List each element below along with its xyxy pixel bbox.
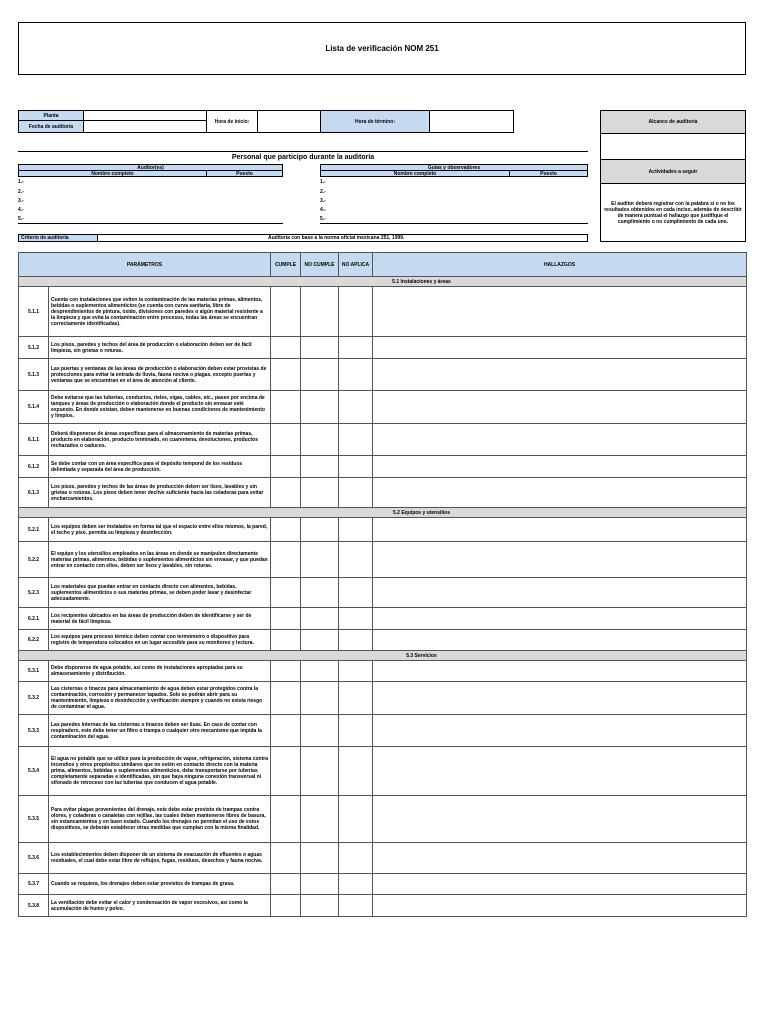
- no-cumple-cell[interactable]: [301, 874, 339, 895]
- row-parameter: Para evitar plagas provenientes del drenaje, este debe estar provisto de trampas contra olores, y coladeras o canaletas con rejillas, las cuales deben mantenerse libres de basura, sin estancamientos y en buen estado. Cuando los drenajes no permitan el uso de estos dispositivos, se deberán establecer otras medidas que cumplan con la misma finalidad.: [49, 796, 271, 843]
- cumple-cell[interactable]: [271, 542, 301, 578]
- hallazgos-cell[interactable]: [373, 391, 747, 424]
- header-no-aplica: NO APLICA: [339, 253, 373, 277]
- hallazgos-cell[interactable]: [373, 578, 747, 608]
- personal-title: Personal que participo durante la auditoría: [18, 151, 588, 160]
- guia-row-line: [320, 223, 588, 224]
- hallazgos-cell[interactable]: [373, 796, 747, 843]
- no-cumple-cell[interactable]: [301, 456, 339, 478]
- no-aplica-cell[interactable]: [339, 456, 373, 478]
- no-cumple-cell[interactable]: [301, 518, 339, 542]
- cumple-cell[interactable]: [271, 874, 301, 895]
- no-aplica-cell[interactable]: [339, 287, 373, 337]
- row-number: 5.3.2: [19, 682, 49, 715]
- hallazgos-cell[interactable]: [373, 424, 747, 456]
- no-aplica-cell[interactable]: [339, 796, 373, 843]
- no-aplica-cell[interactable]: [339, 359, 373, 391]
- guia-row: 4.-: [320, 207, 326, 213]
- hallazgos-cell[interactable]: [373, 661, 747, 682]
- table-row: [19, 682, 747, 715]
- table-row: [19, 456, 747, 478]
- header-hallazgos: HALLAZGOS: [373, 253, 747, 277]
- no-aplica-cell[interactable]: [339, 337, 373, 359]
- table-row: [19, 542, 747, 578]
- row-parameter: Los establecimientos deben disponer de un sistema de evacuación de efluentes o aguas residuales, el cual debe estar libre de reflujos, fugas, residuos, desechos y fauna nociva.: [49, 843, 271, 874]
- table-row: [19, 608, 747, 630]
- no-aplica-cell[interactable]: [339, 578, 373, 608]
- row-number: 5.2.2: [19, 542, 49, 578]
- row-parameter: Las cisternas o tinacos para almacenamiento de agua deben estar protegidos contra la contaminación, corrosión y permanecer tapados. Solo se podrán abrir para su mantenimiento, limpieza o desinfección y verificación siempre y cuando no exista riesgo de contaminar el agua.: [49, 682, 271, 715]
- table-row: [19, 518, 747, 542]
- no-cumple-cell[interactable]: [301, 287, 339, 337]
- cumple-cell[interactable]: [271, 661, 301, 682]
- section-row: [19, 651, 747, 661]
- cumple-cell[interactable]: [271, 478, 301, 508]
- row-number: 5.3.3: [19, 715, 49, 747]
- cumple-cell[interactable]: [271, 608, 301, 630]
- row-parameter: Deberá disponerse de áreas específicas para el almacenamiento de materias primas, producto en elaboración, producto terminado, en cuarentena, devoluciones, productos rechazados o caducos.: [49, 424, 271, 456]
- row-number: 6.1.2: [19, 456, 49, 478]
- no-cumple-cell[interactable]: [301, 895, 339, 917]
- no-cumple-cell[interactable]: [301, 843, 339, 874]
- cumple-cell[interactable]: [271, 578, 301, 608]
- row-number: 6.1.1: [19, 424, 49, 456]
- hallazgos-cell[interactable]: [373, 843, 747, 874]
- table-row: [19, 747, 747, 796]
- row-number: 5.1.1: [19, 287, 49, 337]
- actividades-label: Actividades a seguir: [600, 159, 746, 184]
- auditor-row-line: [18, 223, 283, 224]
- no-cumple-cell[interactable]: [301, 661, 339, 682]
- hora-inicio-field[interactable]: [257, 110, 321, 133]
- no-cumple-cell[interactable]: [301, 391, 339, 424]
- table-row: [19, 578, 747, 608]
- hallazgos-cell[interactable]: [373, 478, 747, 508]
- table-row: [19, 391, 747, 424]
- section-title: 5.3 Servicios: [19, 651, 747, 661]
- row-parameter: El equipo y los utensilios empleados en las áreas en donde se manipulen directamente materias primas, alimentos, bebidas o suplementos alimenticios sin envasar, y que puedan entrar en contacto con ellos, deben ser lisos y lavables, sin roturas.: [49, 542, 271, 578]
- hallazgos-cell[interactable]: [373, 542, 747, 578]
- row-parameter: Las puertas y ventanas de las áreas de producción o elaboración deben estar provistas de protecciones para evitar la entrada de lluvia, fauna nociva o plagas, excepto puertas y ventanas que se encuentran en el área de atención al cliente.: [49, 359, 271, 391]
- no-cumple-cell[interactable]: [301, 359, 339, 391]
- row-parameter: Los materiales que puedan entrar en contacto directo con alimentos, bebidas, suplementos alimenticios o sus materias primas, se deben poder lavar y desinfectar adecuadamente.: [49, 578, 271, 608]
- section-title: 5.2 Equipos y utensilios: [19, 508, 747, 518]
- table-row: [19, 895, 747, 917]
- row-number: 5.1.4: [19, 391, 49, 424]
- guia-row: 5.-: [320, 216, 326, 222]
- no-aplica-cell[interactable]: [339, 608, 373, 630]
- row-parameter: Cuando se requiera, los drenajes deben estar provistos de trampas de grasa.: [49, 874, 271, 895]
- alcance-field[interactable]: [600, 133, 746, 160]
- guia-row: 1.-: [320, 179, 326, 185]
- section-row: [19, 277, 747, 287]
- no-cumple-cell[interactable]: [301, 715, 339, 747]
- auditor-puesto-header: Puesto: [206, 170, 283, 177]
- no-aplica-cell[interactable]: [339, 747, 373, 796]
- no-cumple-cell[interactable]: [301, 747, 339, 796]
- cumple-cell[interactable]: [271, 895, 301, 917]
- row-parameter: El agua no potable que se utilice para la producción de vapor, refrigeración, sistema contra incendios y otros propósitos similares que no estén en contacto directo con la materia prima, alimentos, bebidas o suplementos alimenticios, debe transportarse por tuberías completamente separadas e identificadas, sin que haya ninguna conexión transversal ni sifonado de retroceso con las tuberías que conducen el agua potable.: [49, 747, 271, 796]
- hallazgos-cell[interactable]: [373, 895, 747, 917]
- auditor-row: 2.-: [18, 189, 24, 195]
- table-row: [19, 630, 747, 651]
- hallazgos-cell[interactable]: [373, 715, 747, 747]
- no-aplica-cell[interactable]: [339, 895, 373, 917]
- row-number: 5.3.6: [19, 843, 49, 874]
- hora-termino-field[interactable]: [429, 110, 514, 133]
- cumple-cell[interactable]: [271, 682, 301, 715]
- fecha-field[interactable]: [83, 120, 207, 133]
- alcance-label: Alcance de auditoría: [600, 110, 746, 134]
- hallazgos-cell[interactable]: [373, 608, 747, 630]
- guias-label: Guías y observadores: [320, 164, 588, 171]
- hallazgos-cell[interactable]: [373, 747, 747, 796]
- row-number: 5.1.2: [19, 337, 49, 359]
- row-parameter: Cuenta con instalaciones que eviten la contaminación de las materias primas, alimentos, bebidas o suplementos alimenticios (se cuenta con curva sanitaria, libre de desprendimientos de pintura, óxido, divisiones con paredes o algún material resistente a la limpieza y que evita la contaminación entre procesos, todas las áreas se encuentran correctamente identificadas).: [49, 287, 271, 337]
- no-aplica-cell[interactable]: [339, 391, 373, 424]
- row-parameter: Los equipos para proceso térmico deben contar con termómetro o dispositivo para registro de temperatura colocados en un lugar accesible para su monitoreo y lectura.: [49, 630, 271, 651]
- cumple-cell[interactable]: [271, 391, 301, 424]
- cumple-cell[interactable]: [271, 630, 301, 651]
- no-cumple-cell[interactable]: [301, 478, 339, 508]
- row-number: 5.1.3: [19, 359, 49, 391]
- hallazgos-cell[interactable]: [373, 682, 747, 715]
- table-row: [19, 874, 747, 895]
- cumple-cell[interactable]: [271, 359, 301, 391]
- auditor-row: 5.-: [18, 216, 24, 222]
- no-cumple-cell[interactable]: [301, 337, 339, 359]
- hallazgos-cell[interactable]: [373, 337, 747, 359]
- row-number: 5.2.1: [19, 518, 49, 542]
- cumple-cell[interactable]: [271, 518, 301, 542]
- section-title: 5.1 Instalaciones y áreas: [19, 277, 747, 287]
- table-row: [19, 796, 747, 843]
- hallazgos-cell[interactable]: [373, 287, 747, 337]
- table-row: [19, 661, 747, 682]
- no-aplica-cell[interactable]: [339, 518, 373, 542]
- row-parameter: Las paredes internas de las cisternas o tinacos deben ser lisas. En caso de contar con respiradero, este debe tener un filtro o trampa o cualquier otro mecanismo que impida la contaminación del agua.: [49, 715, 271, 747]
- header-no-cumple: NO CUMPLE: [301, 253, 339, 277]
- auditores-label: Auditor(es): [18, 164, 283, 171]
- row-number: 6.1.3: [19, 478, 49, 508]
- cumple-cell[interactable]: [271, 337, 301, 359]
- table-row: [19, 359, 747, 391]
- title-box: [18, 22, 746, 75]
- no-cumple-cell[interactable]: [301, 608, 339, 630]
- hora-inicio-label: Hora de inicio:: [206, 110, 258, 133]
- no-aplica-cell[interactable]: [339, 424, 373, 456]
- row-parameter: Se debe contar con un área específica para el depósito temporal de los residuos delimitada y separada del área de producción.: [49, 456, 271, 478]
- row-parameter: Los pisos, paredes y techos del área de producción o elaboración deben ser de fácil limpieza, sin grietas o roturas.: [49, 337, 271, 359]
- cumple-cell[interactable]: [271, 843, 301, 874]
- no-aplica-cell[interactable]: [339, 874, 373, 895]
- guia-row: 3.-: [320, 198, 326, 204]
- guia-row: 2.-: [320, 189, 326, 195]
- no-aplica-cell[interactable]: [339, 542, 373, 578]
- no-cumple-cell[interactable]: [301, 578, 339, 608]
- no-cumple-cell[interactable]: [301, 630, 339, 651]
- row-number: 6.2.1: [19, 608, 49, 630]
- cumple-cell[interactable]: [271, 287, 301, 337]
- table-header-row: [19, 253, 747, 277]
- cumple-cell[interactable]: [271, 796, 301, 843]
- auditor-row: 1.-: [18, 179, 24, 185]
- row-parameter: Los recipientes ubicados en las áreas de producción deben de identificarse y ser de material de fácil limpieza.: [49, 608, 271, 630]
- actividades-text: El auditor deberá registrar con la palabra si o no los resultados obtenidos en cada inciso, además de describir de manera puntual el hallazgo que justifique el cumplimiento o no cumplimiento de cada uno.: [604, 200, 742, 225]
- row-parameter: Debe evitarse que las tuberías, conductos, rieles, vigas, cables, etc., pasen por encima de tanques y áreas de producción o elaboración donde el producto sin envasar esté expuesto. En donde existan, deben mantenerse en buenas condiciones de mantenimiento y limpios.: [49, 391, 271, 424]
- table-row: [19, 715, 747, 747]
- header-cumple: CUMPLE: [271, 253, 301, 277]
- hallazgos-cell[interactable]: [373, 874, 747, 895]
- row-number: 5.3.5: [19, 796, 49, 843]
- no-aplica-cell[interactable]: [339, 843, 373, 874]
- auditor-row: 3.-: [18, 198, 24, 204]
- hallazgos-cell[interactable]: [373, 630, 747, 651]
- row-number: 5.2.3: [19, 578, 49, 608]
- section-row: [19, 508, 747, 518]
- no-aplica-cell[interactable]: [339, 661, 373, 682]
- no-cumple-cell[interactable]: [301, 424, 339, 456]
- hora-termino-label: Hora de término:: [320, 110, 430, 133]
- no-aplica-cell[interactable]: [339, 715, 373, 747]
- hallazgos-cell[interactable]: [373, 456, 747, 478]
- hallazgos-cell[interactable]: [373, 518, 747, 542]
- row-number: 5.3.7: [19, 874, 49, 895]
- guia-puesto-header: Puesto: [509, 170, 588, 177]
- hallazgos-cell[interactable]: [373, 359, 747, 391]
- row-parameter: La ventilación debe evitar el calor y condensación de vapor excesivos, así como la acumulación de humo y polvo.: [49, 895, 271, 917]
- table-row: [19, 287, 747, 337]
- auditor-row: 4.-: [18, 207, 24, 213]
- no-aplica-cell[interactable]: [339, 682, 373, 715]
- row-number: 6.2.2: [19, 630, 49, 651]
- cumple-cell[interactable]: [271, 747, 301, 796]
- criterio-value: Auditoría con base a la norma oficial mexicana 251, 1999.: [97, 234, 588, 242]
- no-aplica-cell[interactable]: [339, 630, 373, 651]
- row-number: 5.3.4: [19, 747, 49, 796]
- no-aplica-cell[interactable]: [339, 478, 373, 508]
- header-parametros: PARÁMETROS: [19, 253, 271, 277]
- no-cumple-cell[interactable]: [301, 796, 339, 843]
- cumple-cell[interactable]: [271, 715, 301, 747]
- table-row: [19, 424, 747, 456]
- row-number: 5.3.8: [19, 895, 49, 917]
- row-parameter: Debe disponerse de agua potable, así como de instalaciones apropiadas para su almacenamiento y distribución.: [49, 661, 271, 682]
- guia-nombre-header: Nombre completo: [320, 170, 510, 177]
- no-cumple-cell[interactable]: [301, 542, 339, 578]
- table-row: [19, 478, 747, 508]
- row-parameter: Los equipos deben ser instalados en forma tal que el espacio entre ellos mismos, la pared, el techo y piso, permita su limpieza y desinfección.: [49, 518, 271, 542]
- fecha-label: Fecha de auditoría: [18, 120, 84, 133]
- table-row: [19, 843, 747, 874]
- actividades-box: [600, 183, 746, 242]
- row-number: 5.3.1: [19, 661, 49, 682]
- planta-label: Planta: [18, 110, 84, 121]
- criterio-label: Criterio de auditoría: [18, 234, 98, 242]
- checklist-table: [18, 252, 747, 917]
- page-title: Lista de verificación NOM 251: [325, 44, 439, 53]
- table-row: [19, 337, 747, 359]
- cumple-cell[interactable]: [271, 456, 301, 478]
- row-parameter: Los pisos, paredes y techos de las áreas de producción deben ser lisos, lavables y sin grietas o roturas. Los pisos deben tener declive suficiente hacia las coladeras para evitar encharcamientos.: [49, 478, 271, 508]
- auditor-nombre-header: Nombre completo: [18, 170, 207, 177]
- no-cumple-cell[interactable]: [301, 682, 339, 715]
- cumple-cell[interactable]: [271, 424, 301, 456]
